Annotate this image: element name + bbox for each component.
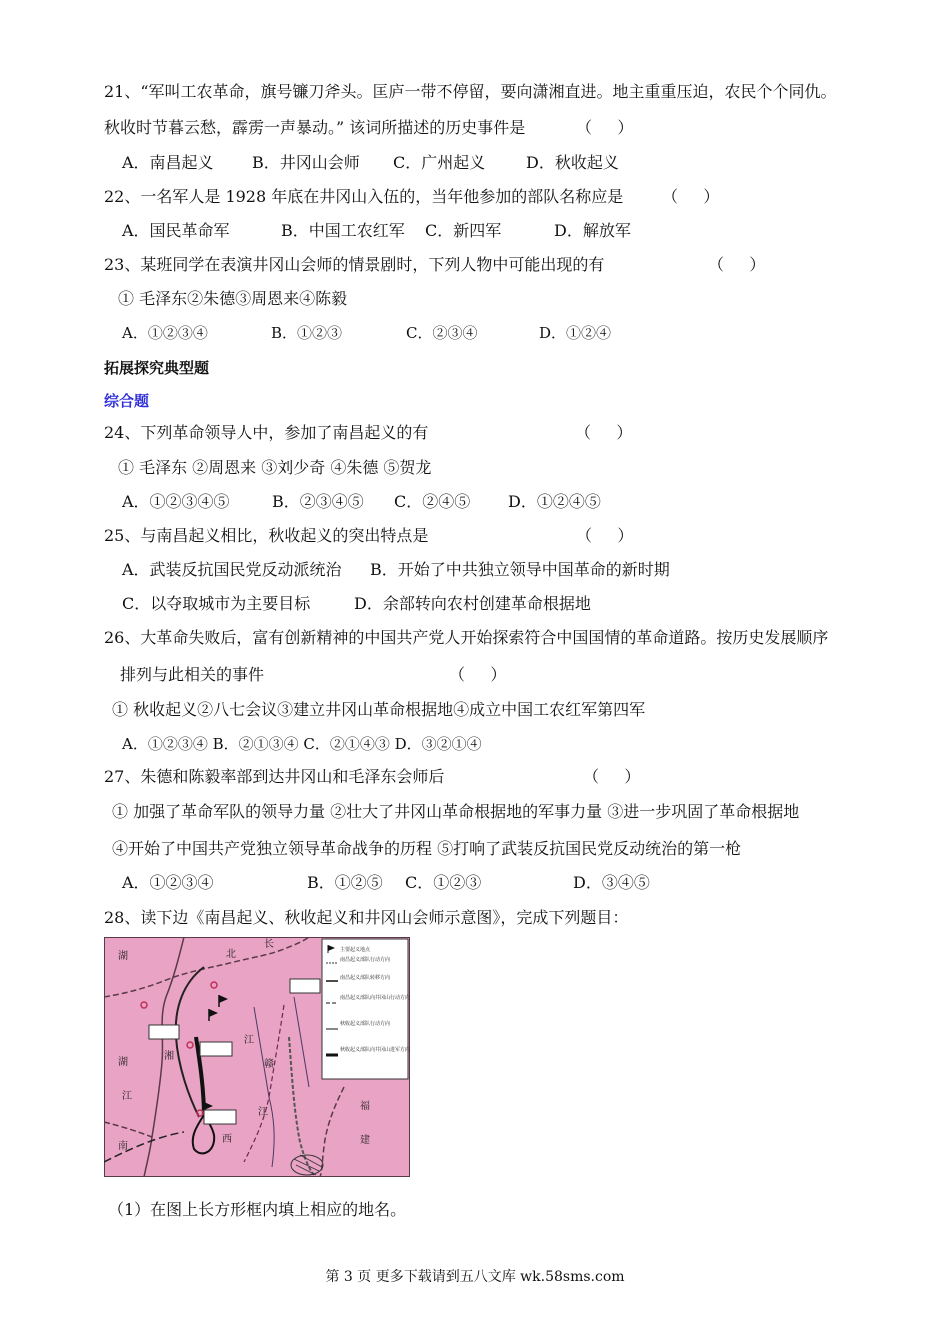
q28-stem: 28、读下边《南昌起义、秋收起义和井冈山会师示意图》，完成下列题目：	[104, 908, 629, 927]
q23-option-d: D．①②④	[539, 324, 612, 342]
q21-option-a: A．南昌起义	[122, 153, 214, 172]
legend-nanchang-to-jinggang: 南昌起义部队向井冈山行动方向	[340, 995, 410, 1001]
q24-option-a: A．①②③④⑤	[122, 492, 230, 511]
q26-answer-paren: （ ）	[449, 665, 507, 684]
q24-option-d: D．①②④⑤	[508, 492, 601, 511]
q24-items: ① 毛泽东 ②周恩来 ③刘少奇 ④朱德 ⑤贺龙	[118, 458, 432, 477]
q27-stem: 27、朱德和陈毅率部到达井冈山和毛泽东会师后	[104, 767, 445, 786]
subsection-title: 综合题	[104, 392, 150, 410]
q25-option-d: D．余部转向农村创建革命根据地	[354, 594, 591, 613]
map-label-jiang-1: 江	[244, 1035, 254, 1046]
map-label-jiang-2: 江	[122, 1091, 132, 1102]
q24-answer-paren: （ ）	[575, 423, 633, 442]
q23-items: ① 毛泽东②朱德③周恩来④陈毅	[118, 289, 348, 308]
q25-option-c: C．以夺取城市为主要目标	[122, 594, 311, 613]
q24-option-c: C．②④⑤	[394, 492, 471, 511]
q22-option-c: C．新四军	[425, 221, 502, 240]
q22-option-a: A．国民革命军	[122, 221, 230, 240]
q24-stem: 24、下列革命领导人中，参加了南昌起义的有	[104, 423, 429, 442]
q21-stem-line1: 21、“军叫工农革命，旗号镰刀斧头。匡庐一带不停留，要向潇湘直进。地主重重压迫，农民个个同仇。	[104, 82, 837, 101]
q27-option-a: A．①②③④	[122, 873, 214, 892]
q25-answer-paren: （ ）	[576, 526, 634, 545]
page-footer: 第 3 页 更多下载请到五八文库 wk.58sms.com	[325, 1269, 625, 1285]
q21-option-d: D．秋收起义	[526, 153, 619, 172]
q21-stem-line2: 秋收时节暮云愁，霹雳一声暴动。” 该词所描述的历史事件是	[104, 118, 526, 137]
map-label-hu-2: 湖	[118, 1057, 128, 1068]
legend-nanchang-transfer: 南昌起义部队转移方向	[340, 975, 391, 981]
map-label-hu-1: 湖	[118, 951, 128, 962]
map-label-gan: 赣	[264, 1059, 274, 1070]
q23-option-c: C．②③④	[406, 324, 478, 342]
q21-option-b: B．井冈山会师	[252, 153, 360, 172]
q26-stem-line1: 26、大革命失败后，富有创新精神的中国共产党人开始探索符合中国国情的革命道路。按历史发展顺序	[104, 628, 829, 647]
q22-answer-paren: （ ）	[662, 187, 720, 206]
q25-stem: 25、与南昌起义相比，秋收起义的突出特点是	[104, 526, 429, 545]
q23-option-a: A．①②③④	[122, 324, 208, 342]
q22-stem: 22、一名军人是 1928 年底在井冈山入伍的，当年他参加的部队名称应是	[104, 187, 624, 206]
legend-autumn-to-jinggang: 秋收起义部队向井冈山进军方向	[340, 1047, 410, 1053]
q23-option-b: B．①②③	[271, 324, 343, 342]
q21-answer-paren: （ ）	[576, 118, 634, 137]
q27-answer-paren: （ ）	[583, 767, 641, 786]
q27-items-line1: ① 加强了革命军队的领导力量 ②壮大了井冈山革命根据地的军事力量 ③进一步巩固了革命根据地	[112, 802, 800, 821]
map-label-xiang: 湘	[164, 1051, 174, 1062]
q23-stem: 23、某班同学在表演井冈山会师的情景剧时，下列人物中可能出现的有	[104, 255, 605, 274]
legend-nanchang-move: 南昌起义部队行动方向	[340, 957, 391, 963]
q26-items: ① 秋收起义②八七会议③建立井冈山革命根据地④成立中国工农红军第四军	[112, 700, 646, 719]
q21-option-c: C．广州起义	[393, 153, 486, 172]
q25-option-a: A．武装反抗国民党反动派统治	[122, 560, 342, 579]
q25-option-b: B．开始了中共独立领导中国革命的新时期	[370, 560, 670, 579]
map-label-fu: 福	[360, 1101, 370, 1112]
uprising-route-map	[104, 937, 410, 1177]
q22-option-b: B．中国工农红军	[281, 221, 405, 240]
q24-option-b: B．②③④⑤	[272, 492, 364, 511]
legend-uprising-point: 主要起义地点	[340, 947, 371, 953]
q23-answer-paren: （ ）	[708, 255, 766, 274]
q22-option-d: D．解放军	[554, 221, 631, 240]
map-label-jian: 建	[360, 1135, 370, 1146]
q27-option-b: B．①②⑤	[307, 873, 383, 892]
q27-items-line2: ④开始了中国共产党独立领导革命战争的历程 ⑤打响了武装反抗国民党反动统治的第一枪	[112, 839, 742, 858]
map-label-jiang-3: 江	[258, 1107, 268, 1118]
q27-option-c: C．①②③	[405, 873, 482, 892]
section-title: 拓展探究典型题	[104, 359, 210, 377]
q28-sub1: （1）在图上长方形框内填上相应的地名。	[108, 1200, 407, 1219]
map-label-nan: 南	[118, 1141, 128, 1152]
q27-option-d: D．③④⑤	[573, 873, 650, 892]
legend-autumn-move: 秋收起义部队行动方向	[340, 1021, 391, 1027]
map-label-xi: 西	[222, 1134, 232, 1145]
q26-stem-line2: 排列与此相关的事件	[120, 665, 265, 684]
map-legend	[322, 939, 410, 1079]
map-label-chang: 长	[264, 939, 274, 950]
q26-options: A．①②③④ B．②①③④ C．②①④③ D．③②①④	[122, 735, 482, 753]
map-label-bei: 北	[226, 949, 236, 960]
